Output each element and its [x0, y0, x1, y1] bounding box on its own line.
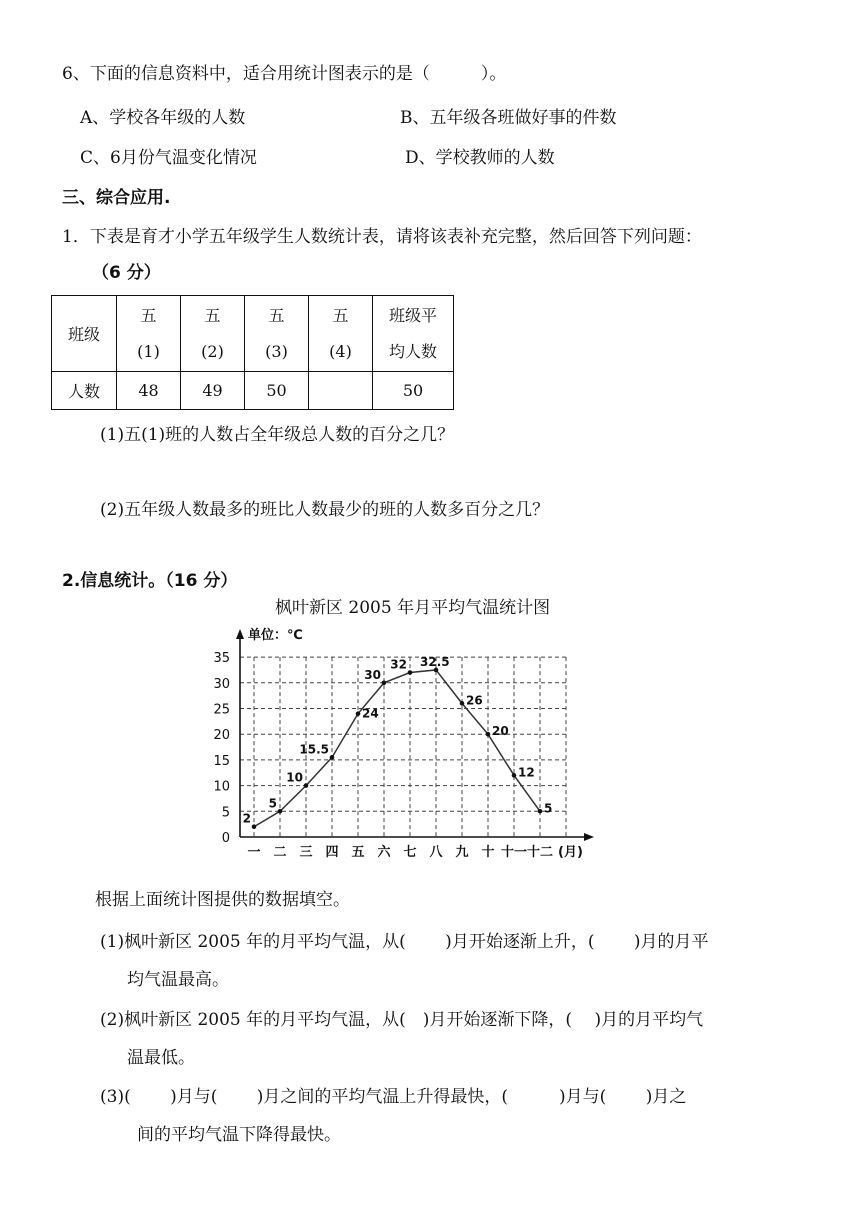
q2-title: 2.信息统计。（16 分）: [62, 571, 238, 591]
table-header-col1: 五 (1): [117, 296, 181, 372]
table-cell-blank[interactable]: [309, 372, 373, 410]
data-point: [486, 732, 491, 737]
table-header-col3: 五 (3): [245, 296, 309, 372]
data-label: 10: [286, 770, 303, 785]
chart-title: 枫叶新区 2005 年月平均气温统计图: [275, 598, 551, 618]
x-tick-label: 九: [455, 845, 469, 860]
x-tick-label: 十一: [500, 845, 528, 860]
data-point: [512, 773, 517, 778]
x-tick-label: 八: [429, 845, 443, 860]
q2-sub1-line1: (1)枫叶新区 2005 年的月平均气温，从( )月开始逐渐上升，( )月的月平: [100, 932, 709, 952]
y-tick-label: 5: [221, 805, 230, 821]
data-label: 32: [390, 657, 407, 672]
data-label: 20: [492, 724, 509, 739]
chart-series: [252, 668, 543, 829]
chart-grid: [240, 654, 566, 837]
data-point: [304, 783, 309, 788]
x-tick-label: 三: [299, 845, 313, 860]
y-tick-label: 35: [213, 651, 230, 667]
x-axis-label: (月): [558, 845, 583, 860]
x-tick-label: 七: [403, 845, 417, 860]
table-header-average: 班级平 均人数: [373, 296, 454, 372]
chart-data-labels: [243, 655, 553, 826]
q6-option-c: C、6月份气温变化情况: [80, 148, 257, 168]
q6-option-a: A、学校各年级的人数: [80, 108, 246, 128]
q2-sub3-line2: 间的平均气温下降得最快。: [137, 1125, 341, 1145]
q6-option-d: D、学校教师的人数: [405, 148, 555, 168]
y-tick-label: 10: [213, 779, 230, 795]
data-point: [278, 809, 283, 814]
data-label: 32.5: [420, 654, 450, 669]
q2-sub2-line2: 温最低。: [127, 1048, 195, 1068]
q2-sub3-line1: (3)( )月与( )月之间的平均气温上升得最快，( )月与( )月之: [100, 1087, 687, 1107]
series-line: [254, 667, 540, 827]
data-point: [252, 824, 257, 829]
student-count-table: [51, 295, 454, 410]
y-tick-label: 25: [213, 702, 230, 718]
x-tick-label: 十: [481, 845, 495, 860]
temperature-line-chart: [210, 620, 620, 865]
table-header-col2: 五 (2): [181, 296, 245, 372]
y-axis-arrow: [236, 629, 244, 639]
y-tick-label: 0: [221, 831, 230, 846]
table-header-col4: 五 (4): [309, 296, 373, 372]
section-title: 三、综合应用.: [62, 188, 171, 208]
data-point: [538, 809, 543, 814]
data-point: [356, 711, 361, 716]
q2-sub2-line1: (2)枫叶新区 2005 年的月平均气温，从( )月开始逐渐下降，( )月的月平均气: [100, 1010, 704, 1030]
q2-sub1-line2: 均气温最高。: [127, 970, 229, 990]
data-label: 2: [242, 811, 251, 826]
table-cell-value: 50: [373, 372, 454, 410]
data-point: [460, 701, 465, 706]
y-axis-unit-label: 单位：℃: [248, 628, 303, 643]
data-label: 5: [268, 796, 277, 811]
x-tick-label: 四: [325, 845, 339, 860]
q1-stem: 1．下表是育才小学五年级学生人数统计表，请将该表补充完整，然后回答下列问题：: [62, 227, 702, 247]
data-label: 24: [362, 706, 379, 721]
q6-stem: 6、下面的信息资料中，适合用统计图表示的是（ ）。: [62, 64, 507, 84]
data-point: [382, 681, 387, 686]
table-cell-value: 48: [117, 372, 181, 410]
y-tick-label: 20: [213, 728, 230, 744]
data-label: 30: [364, 667, 381, 682]
data-label: 26: [466, 693, 483, 708]
data-point: [330, 755, 335, 760]
x-tick-label: 五: [351, 845, 365, 860]
y-tick-label: 30: [213, 676, 230, 692]
q1-sub2: (2)五年级人数最多的班比人数最少的班的人数多百分之几？: [100, 500, 550, 520]
q2-intro: 根据上面统计图提供的数据填空。: [95, 890, 350, 910]
q6-option-b: B、五年级各班做好事的件数: [400, 108, 617, 128]
data-label: 5: [544, 801, 553, 816]
table-cell-value: 49: [181, 372, 245, 410]
x-tick-label: 十二: [526, 845, 554, 860]
data-label: 12: [518, 765, 535, 780]
q1-score: （6 分）: [92, 263, 161, 283]
data-point: [408, 670, 413, 675]
x-tick-label: 六: [377, 845, 391, 860]
y-tick-label: 15: [213, 753, 230, 769]
table-cell-value: 50: [245, 372, 309, 410]
table-header-class: 班级: [52, 296, 117, 372]
x-tick-label: 一: [247, 845, 261, 860]
table-row-label-count: 人数: [52, 372, 117, 410]
x-axis-arrow: [584, 833, 594, 841]
data-label: 15.5: [299, 742, 329, 757]
x-tick-label: 二: [273, 845, 287, 860]
q1-sub1: (1)五(1)班的人数占全年级总人数的百分之几？: [100, 425, 455, 445]
